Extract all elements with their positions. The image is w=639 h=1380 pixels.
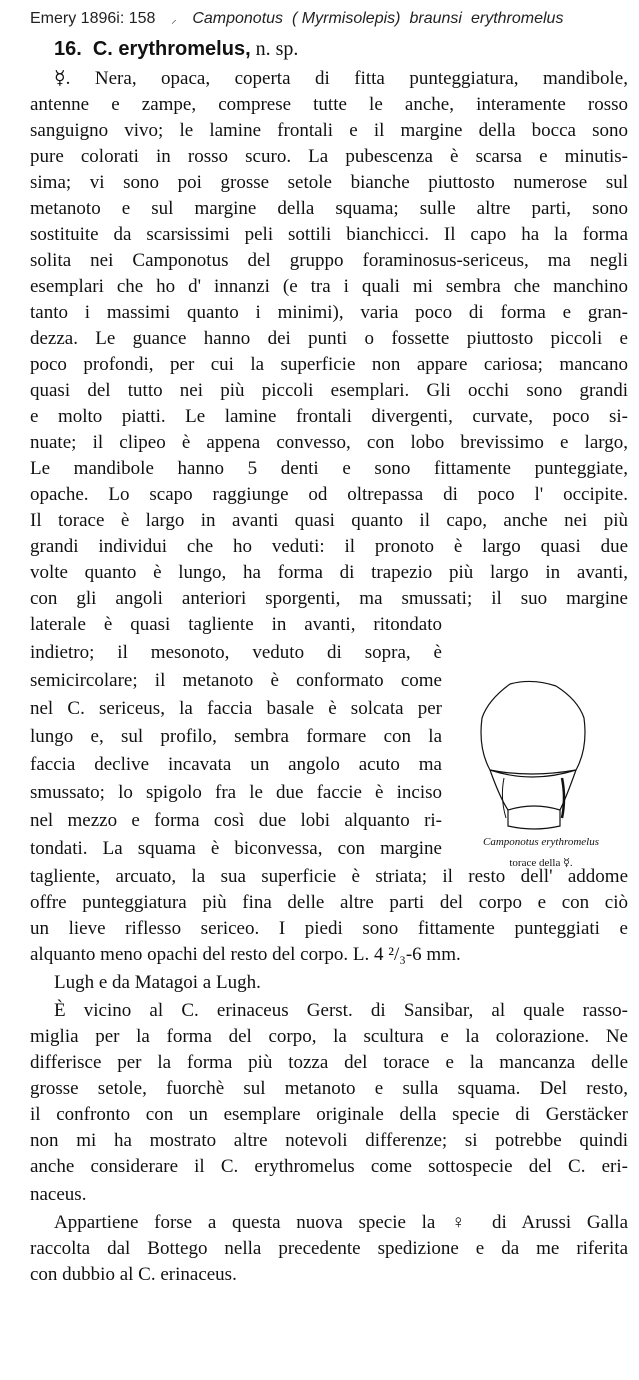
text-line: Lugh e da Matagoi a Lugh. <box>54 972 261 993</box>
text-line: nuate; il clipeo è appena convesso, con lobo brevissimo e largo, <box>30 432 628 453</box>
text-line: Le mandibole hanno 5 denti e sono fittamente punteggiate, <box>30 458 628 479</box>
page-header <box>30 10 630 28</box>
text-line: pure colorati in rosso scuro. La pubescenza è scarsa e minutis- <box>30 146 628 167</box>
citation: Emery 1896i: 158 <box>30 10 156 27</box>
figure-caption-part: torace della ☿. <box>509 857 573 869</box>
text-line: e molto piatti. Le lamine frontali divergenti, curvate, poco si- <box>30 406 628 427</box>
text-line: lungo e, sul profilo, sembra formare con la <box>30 726 442 747</box>
species-heading <box>54 38 298 61</box>
text-line: un lieve riflesso sericeo. I piedi sono fittamente punteggiati e <box>30 918 628 939</box>
text-line: ☿. Nera, opaca, coperta di fitta punteggiatura, mandibole, <box>54 68 628 89</box>
species-number: 16. <box>54 38 82 60</box>
text-line: grosse setole, fuorchè sul metanoto e sulla squama. Del resto, <box>30 1078 628 1099</box>
text-line: nel C. sericeus, la faccia basale è solcata per <box>30 698 442 719</box>
text-line: metanoto e sul margine della squama; sulle altre parti, sono <box>30 198 628 219</box>
text-line: sima; vi sono poi grosse setole bianche piuttosto numerose sul <box>30 172 628 193</box>
text-line: faccia declive incavata un angolo acuto ma <box>30 754 442 775</box>
text-line: opache. Lo scapo raggiunge od oltrepassa di poco l' occipite. <box>30 484 628 505</box>
text-line: differisce per la forma più tozza del torace e la mancanza delle <box>30 1052 628 1073</box>
text-line: laterale è quasi tagliente in avanti, ritondato <box>30 614 442 635</box>
text-line: tagliente, arcuato, la sua superficie è striata; il resto dell' addome <box>30 866 628 887</box>
text-line: esemplari che ho d' innanzi (e tra i quali mi sembra che manchino <box>30 276 628 297</box>
text-line: indietro; il mesonoto, veduto di sopra, è <box>30 642 442 663</box>
taxon-name <box>192 10 572 28</box>
header-mark-icon: ⸝ <box>171 14 177 26</box>
species-name: C. erythromelus, <box>92 38 251 60</box>
text-line: naceus. <box>30 1184 87 1205</box>
text-line: non mi ha mostrato altre notevoli differenze; si potrebbe quindi <box>30 1130 628 1151</box>
text-line: dezza. Le guance hanno dei punti o fossette piuttosto piccoli e <box>30 328 628 349</box>
text-line: grandi individui che ho veduti: il pronoto è largo quasi due <box>30 536 628 557</box>
text-line: alquanto meno opachi del resto del corpo. L. 4 ²/₃-6 mm. <box>30 944 461 965</box>
taxon-species: braunsi <box>409 10 462 27</box>
text-line: con gli angoli anteriori sporgenti, ma smussati; il suo margine <box>30 588 628 609</box>
species-note: n. sp. <box>255 38 299 60</box>
text-line: antenne e zampe, comprese tutte le anche, interamente rosso <box>30 94 628 115</box>
thorax-drawing <box>470 678 600 838</box>
text-line: nel mezzo e forma così due lobi alquanto ri- <box>30 810 442 831</box>
text-line: miglia per la forma del corpo, la scultura e la colorazione. Ne <box>30 1026 628 1047</box>
text-line: È vicino al C. erinaceus Gerst. di Sansibar, al quale rasso- <box>54 1000 628 1021</box>
taxon-subgenus: ( Myrmisolepis) <box>292 10 401 27</box>
text-line: tanto i massimi quanto i minimi), varia poco di forma e gran- <box>30 302 628 323</box>
text-line: tondati. La squama è biconvessa, con margine <box>30 838 442 859</box>
text-line: sanguigno vivo; le lamine frontali e il margine della bocca sono <box>30 120 628 141</box>
text-line: Appartiene forse a questa nuova specie la ♀ di Arussi Galla <box>54 1212 628 1233</box>
text-line: il confronto con un esemplare originale della specie di Gerstäcker <box>30 1104 628 1125</box>
taxon-subspecies: erythromelus <box>470 10 564 27</box>
text-line: anche considerare il C. erythromelus come sottospecie del C. eri- <box>30 1156 628 1177</box>
text-line: Il torace è largo in avanti quasi quanto il capo, anche nei più <box>30 510 628 531</box>
text-line: semicircolare; il metanoto è conformato come <box>30 670 442 691</box>
text-line: volte quanto è lungo, ha forma di trapezio più largo in avanti, <box>30 562 628 583</box>
taxon-genus: Camponotus <box>192 10 284 27</box>
text-line: smussato; lo spigolo fra le due faccie è inciso <box>30 782 442 803</box>
text-line: poco profondi, per cui la superficie non appare cariosa; mancano <box>30 354 628 375</box>
text-line: solita nei Camponotus del gruppo foraminosus-sericeus, ma negli <box>30 250 628 271</box>
text-line: con dubbio al C. erinaceus. <box>30 1264 237 1285</box>
thorax-figure <box>450 668 632 886</box>
text-line: offre punteggiatura più fina delle altre parti del corpo e con ciò <box>30 892 628 913</box>
text-line: sostituite da scarsissimi peli sottili bianchicci. Il capo ha la forma <box>30 224 628 245</box>
text-line: raccolta dal Bottego nella precedente spedizione e da me riferita <box>30 1238 628 1259</box>
text-line: quasi del tutto nei più piccoli esemplari. Gli occhi sono grandi <box>30 380 628 401</box>
figure-caption-taxon: Camponotus erythromelus <box>482 836 599 848</box>
